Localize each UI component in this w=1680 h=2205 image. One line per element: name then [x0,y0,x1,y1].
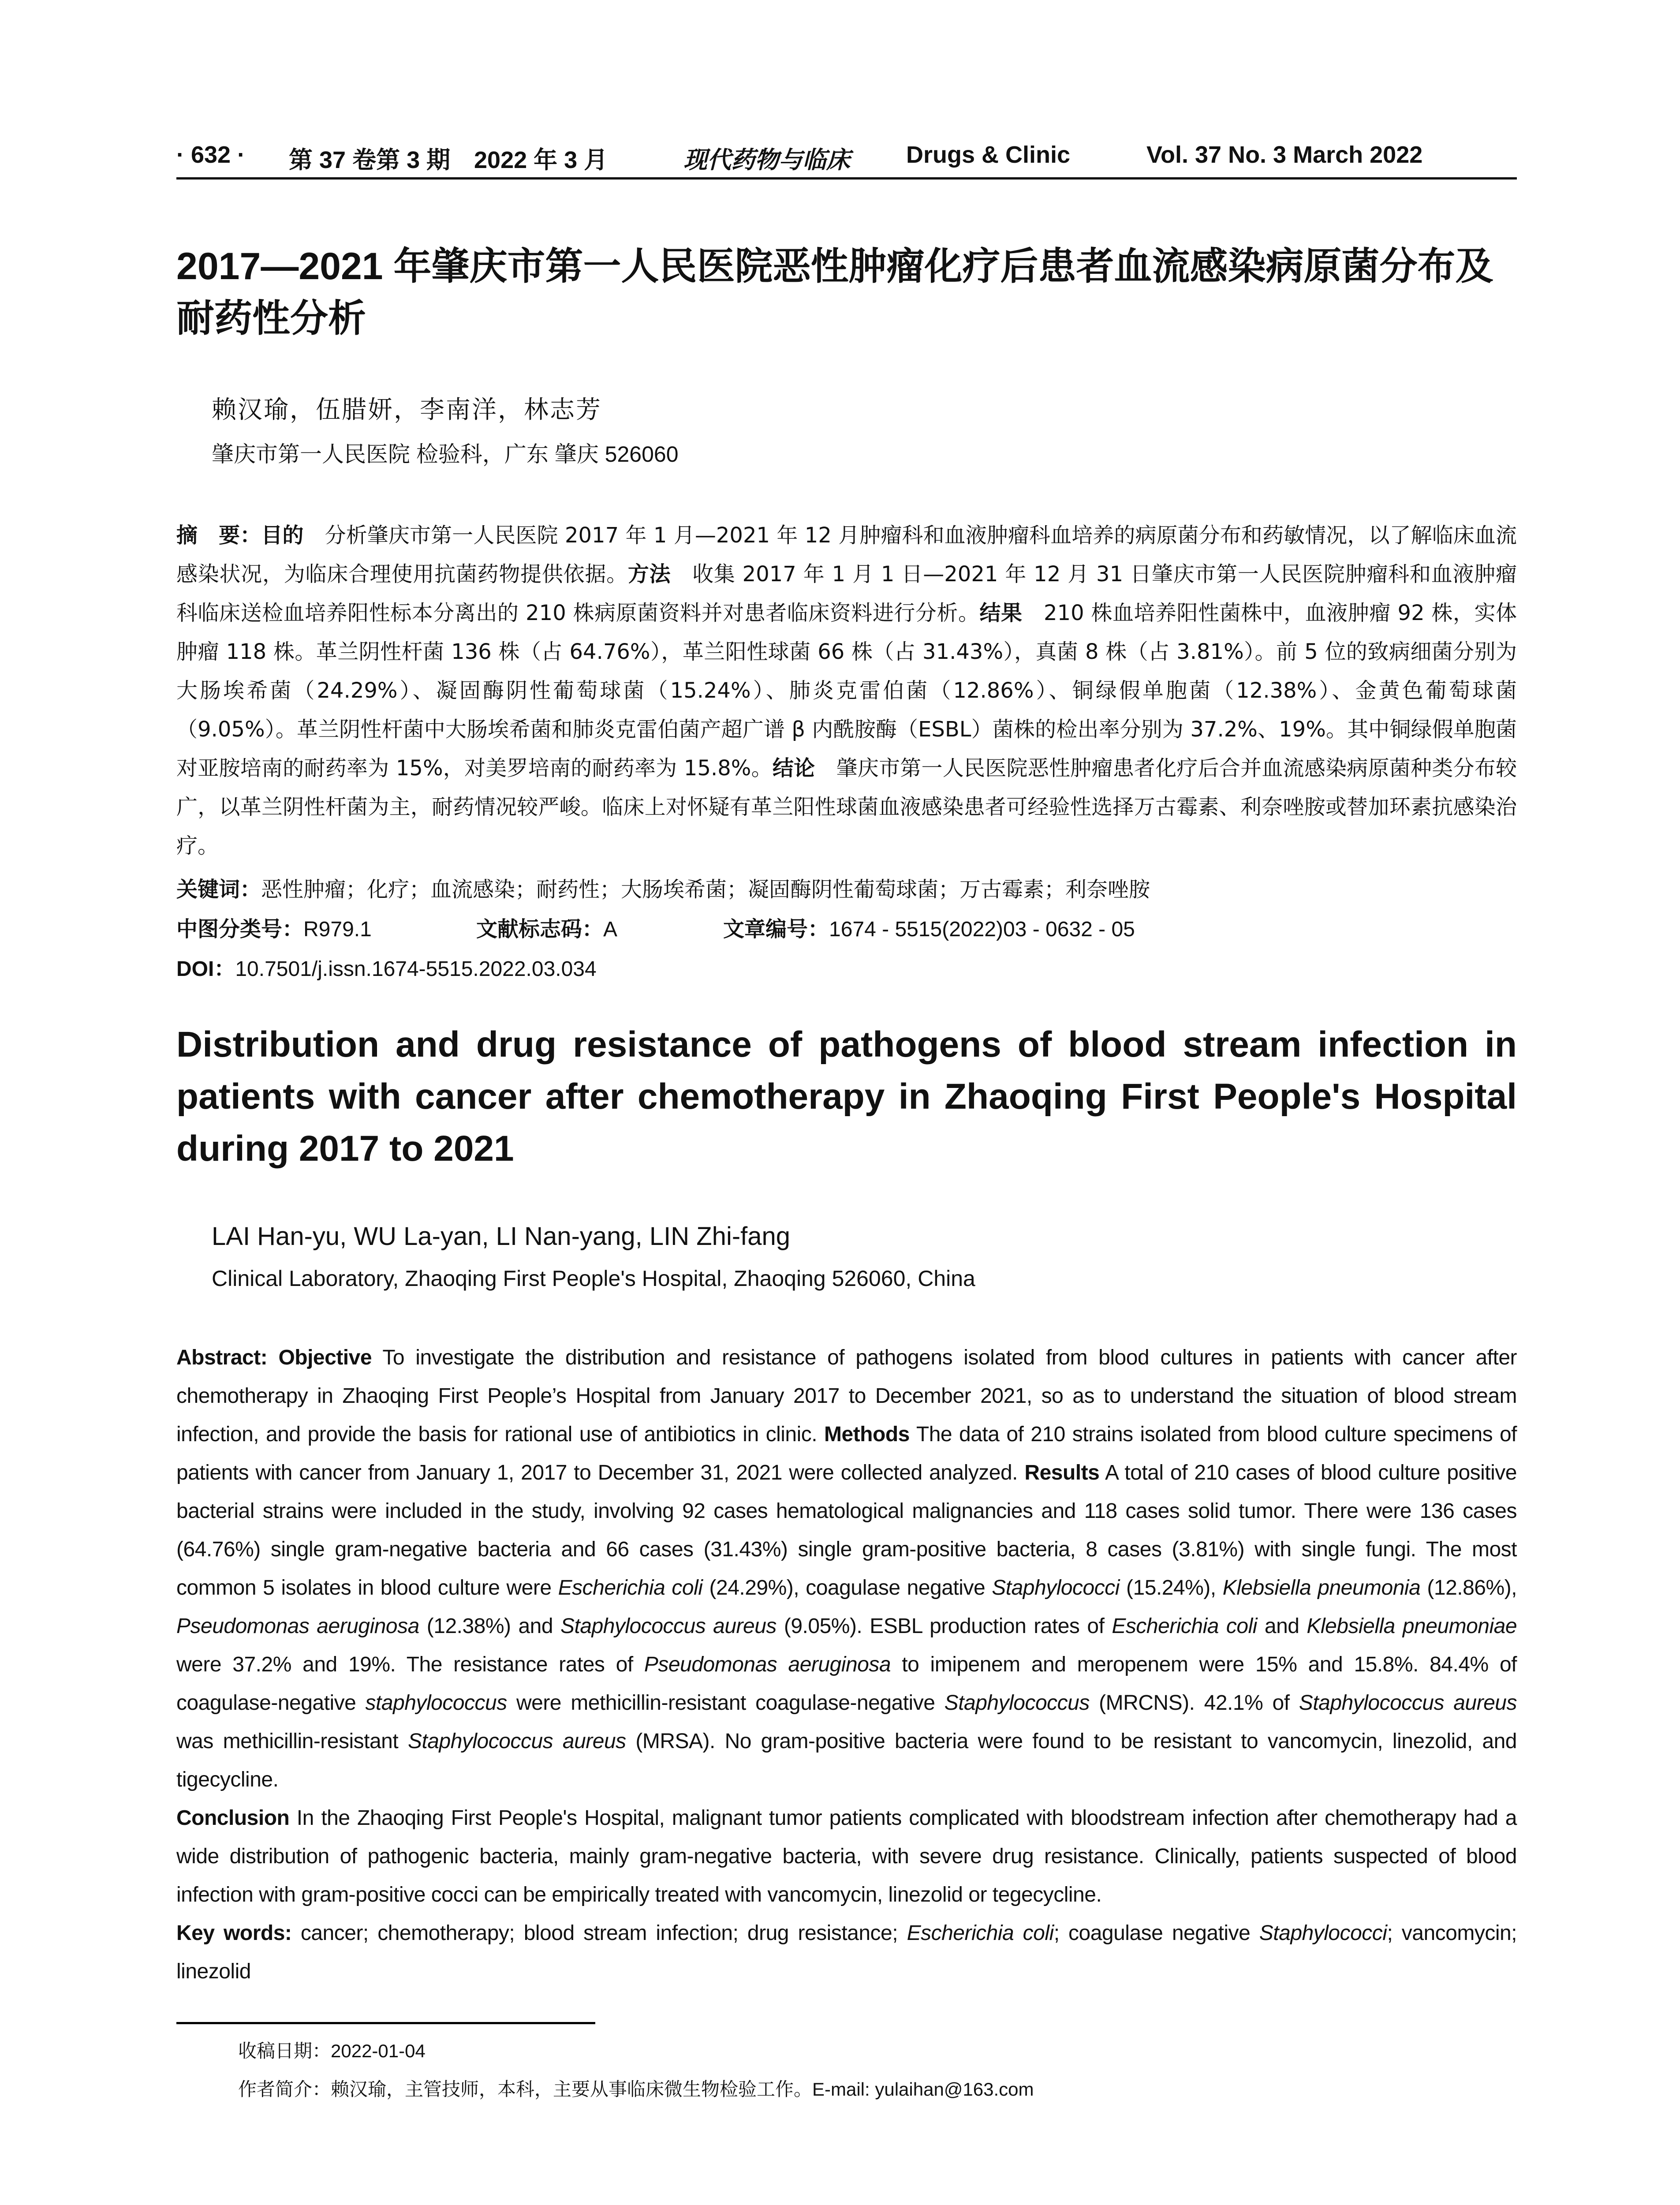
objective-label-en: Objective [278,1346,372,1369]
english-title: Distribution and drug resistance of pathogens of blood stream infection in patients with cancer after chemotherapy in Zhaoqing First People's Hospital during 2017 to 2021 [176,1024,1517,1169]
objective-text-en: To investigate the distribution and resistance of pathogens isolated from blood cultures in patients with cancer after chemotherapy in Zhaoqing First People’s Hospital from January 2017 to December 2021, so as to understand the situation of blood stream infection, and provide the basis for rational use of antibiotics in clinic. [176,1346,1517,1446]
objective-label: 目的 [261,523,304,548]
species-name: Pseudomonas aeruginosa [644,1653,891,1676]
english-authors: LAI Han-yu, WU La-yan, LI Nan-yang, LIN Zhi-fang [212,1222,791,1251]
author-bio: 作者简介：赖汉瑜，主管技师，本科，主要从事临床微生物检验工作。E-mail: yulaihan@163.com [238,2079,1034,2100]
issue-date-cn: 2022 年 3 月 [474,147,608,173]
chinese-authors: 赖汉瑜，伍腊妍，李南洋，林志芳 [212,396,602,424]
footnote-divider [176,2022,595,2024]
keywords-label: 关键词： [176,878,261,901]
results-label-en: Results [1024,1461,1100,1484]
species-name: Klebsiella pneumoniae [1307,1615,1517,1638]
clc-value: R979.1 [303,918,372,941]
chinese-title: 2017—2021 年肇庆市第一人民医院恶性肿瘤化疗后患者血流感染病原菌分布及耐药性分析 [176,245,1493,340]
received-date: 收稿日期：2022-01-04 [238,2041,426,2061]
results-label: 结果 [979,601,1023,625]
running-header [176,141,1517,176]
english-abstract: Abstract: Objective To investigate the distribution and resistance of pathogens isolated from blood cultures in patients with cancer after chemotherapy in Zhaoqing First People’s Hospital from January 2017 to December 2021, so as to understand the situation of blood stream infection, and provide the basis for rational use of antibiotics in clinic. Methods The data of 210 strains isolated from blood culture specimens of patients with cancer from January 1, 2017 to December 31, 2021 were collected analyzed. Results A total of 210 cases of blood culture positive bacterial strains were included in the study, involving 92 cases hematological malignancies and 118 cases solid tumor. There were 136 cases (64.76%) single gram-negative bacteria and 66 cases (31.43%) single gram-positive bacteria, 8 cases (3.81%) with single fungi. The most common 5 isolates in blood culture were Escherichia coli (24.29%), coagulase negative Staphylococci (15.24%), Klebsiella pneumonia (12.86%), Pseudomonas aeruginosa (12.38%) and Staphylococcus aureus (9.05%). ESBL production rates of Escherichia coli and Klebsiella pneumoniae were 37.2% and 19%. The resistance rates of Pseudomonas aeruginosa to imipenem and meropenem were 15% and 15.8%. 84.4% of coagulase-negative staphylococcus were methicillin-resistant coagulase-negative Staphylococcus (MRCNS). 42.1% of Staphylococcus aureus was methicillin-resistant Staphylococcus aureus (MRSA). No gram-positive bacteria were found to be resistant to vancomycin, linezolid, and tigecycline. Conclusion In the Zhaoqing First People's Hospital, malignant tumor patients complicated with bloodstream infection after chemotherapy had a wide distribution of pathogenic bacteria, mainly gram-negative bacteria, with severe drug resistance. Clinically, patients suspected of blood infection with gram-positive cocci can be empirically treated with vancomycin, linezolid or tegecycline. Key words: cancer; chemotherapy; blood stream infection; drug resistance; Escherichia coli; coagulase negative Staphylococci; vancomycin; linezolid [176,1346,1517,1983]
chinese-keywords [176,872,1150,903]
clc-label: 中图分类号： [176,918,304,941]
species-name: Staphylococcus [944,1691,1090,1715]
methods-text: 收集 2017 年 1 月 1 日—2021 年 12 月 31 日肇庆市第一人民医院肿瘤科和血液肿瘤科临床送检血培养阳性标本分离出的 210 株病原菌资料并对患者临床资料进行分析。 [176,562,1517,625]
keywords-label-en: Key words: [176,1921,292,1945]
volume-issue-cn: 第 37 卷第 3 期 [289,147,451,173]
species-name: Staphylococcus aureus [560,1615,777,1638]
results-text: 210 株血培养阳性菌株中，血液肿瘤 92 株，实体肿瘤 118 株。革兰阴性杆菌 136 株（占 64.76%），革兰阳性球菌 66 株（占 31.43%），真菌 8 株（占 3.81%）。前 5 位的致病细菌分别为大肠埃希菌（24.29%）、凝固酶阴性葡萄球菌（15.24%）、肺炎克雷伯菌（12.86%）、铜绿假单胞菌（12.38%）、金黄色葡萄球菌（9.05%）。革兰阴性杆菌中大肠埃希菌和肺炎克雷伯菌产超广谱 β 内酰胺酶（ESBL）菌株的检出率分别为 37.2%、19%。其中铜绿假单胞菌对亚胺培南的耐药率为 15%，对美罗培南的耐药率为 15.8%。 [176,601,1517,781]
doi-label: DOI： [176,957,235,981]
methods-text-en: The data of 210 strains isolated from blood culture specimens of patients with cancer from January 1, 2017 to December 31, 2021 were collected analyzed. [176,1423,1517,1484]
species-name: Klebsiella pneumonia [1222,1576,1421,1600]
species-name: Staphylococci [992,1576,1120,1600]
methods-label-en: Methods [824,1423,910,1446]
species-name: Staphylococci [1259,1921,1387,1945]
species-name: staphylococcus [365,1691,507,1715]
species-name: Escherichia coli [907,1921,1054,1945]
keywords-text: 恶性肿瘤；化疗；血流感染；耐药性；大肠埃希菌；凝固酶阴性葡萄球菌；万古霉素；利奈唑胺 [261,878,1150,901]
english-affiliation: Clinical Laboratory, Zhaoqing First People's Hospital, Zhaoqing 526060, China [212,1266,975,1291]
volume-issue-en: Vol. 37 No. 3 March 2022 [1146,142,1423,168]
article-number: 文章编号：1674 - 5515(2022)03 - 0632 - 05 [723,918,1135,941]
objective-text: 分析肇庆市第一人民医院 2017 年 1 月—2021 年 12 月肿瘤科和血液肿瘤科血培养的病原菌分布和药敏情况，以了解临床血流感染状况，为临床合理使用抗菌药物提供依据。 [176,523,1517,587]
species-name: Staphylococcus aureus [407,1730,626,1753]
species-name: Pseudomonas aeruginosa [176,1615,419,1638]
chinese-abstract [176,516,1517,865]
doi-value: 10.7501/j.issn.1674-5515.2022.03.034 [235,957,597,981]
conclusion-text: 肇庆市第一人民医院恶性肿瘤患者化疗后合并血流感染病原菌种类分布较广，以革兰阴性杆菌为主，耐药情况较严峻。临床上对怀疑有革兰阳性球菌血液感染患者可经验性选择万古霉素、利奈唑胺或替加环素抗感染治疗。 [176,756,1517,858]
doi-line [176,952,597,982]
page-number: · 632 · [176,142,246,168]
conclusion-label: 结论 [772,756,815,781]
species-name: Escherichia coli [558,1576,703,1600]
doc-code: 文献标志码：A [476,918,618,941]
conclusion-label-en: Conclusion [176,1806,290,1830]
header-divider [176,177,1517,179]
classification-line [176,912,1135,942]
journal-name-en: Drugs & Clinic [906,142,1071,168]
species-name: Staphylococcus aureus [1299,1691,1517,1715]
abstract-label-en: Abstract: [176,1346,268,1369]
journal-name-cn: 现代药物与临床 [683,146,850,174]
abstract-label: 摘 要： [176,523,261,548]
methods-label: 方法 [627,562,671,587]
chinese-affiliation: 肇庆市第一人民医院 检验科，广东 肇庆 526060 [212,442,679,467]
conclusion-text-en: In the Zhaoqing First People's Hospital, malignant tumor patients complicated with bloodstream infection after chemotherapy had a wide distribution of pathogenic bacteria, mainly gram-negative bacteria, with severe drug resistance. Clinically, patients suspected of blood infection with gram-positive cocci can be empirically treated with vancomycin, linezolid or tegecycline. [176,1806,1517,1906]
species-name: Escherichia coli [1112,1615,1257,1638]
